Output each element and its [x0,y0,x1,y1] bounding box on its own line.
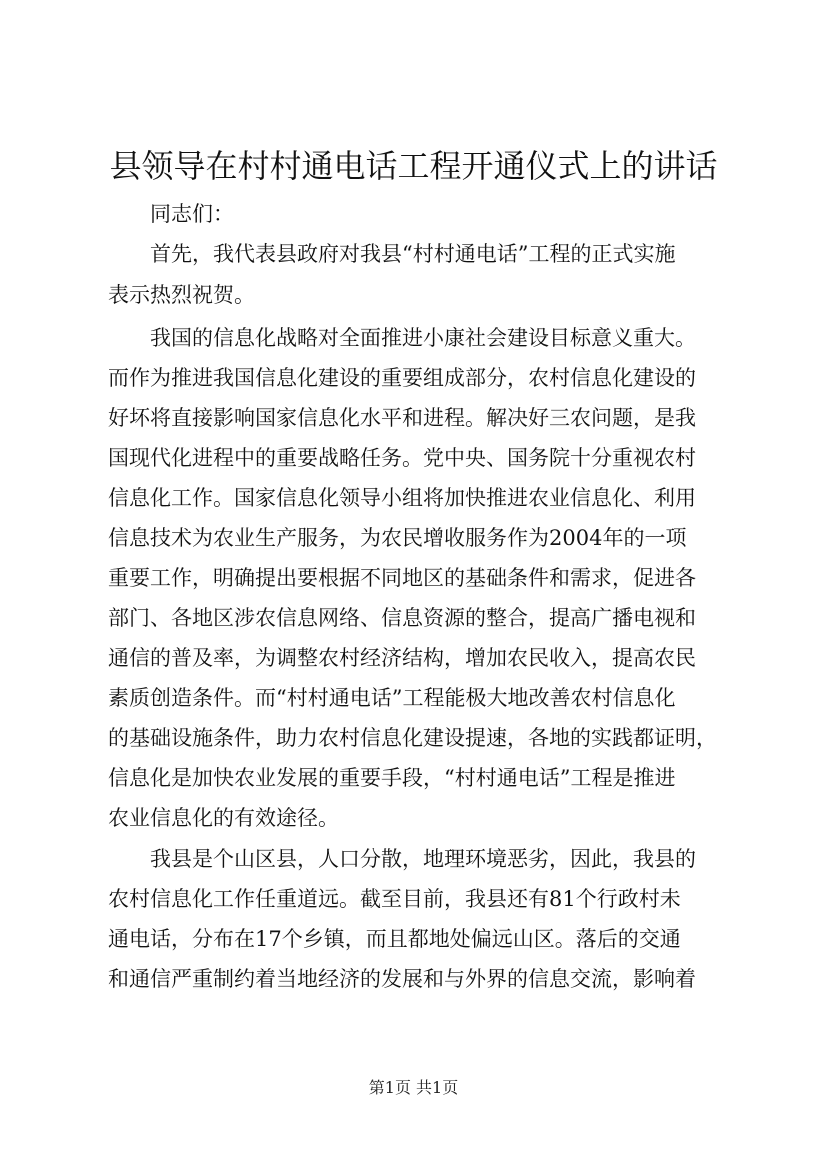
body-line: 我县是个山区县，人口分散，地理环境恶劣，因此，我县的 [108,847,696,871]
page-number-footer: 第1页 共1页 [368,1078,459,1097]
body-line: 通信的普及率，为调整农村经济结构，增加农民收入，提高农民 [108,646,696,670]
body-line: 国现代化进程中的重要战略任务。党中央、国务院十分重视农村 [108,446,696,470]
body-line: 同志们： [108,202,234,226]
body-line: 通电话，分布在17个乡镇，而且都地处偏远山区。落后的交通 [108,927,681,951]
body-line: 表示热烈祝贺。 [108,283,255,307]
body-line: 我国的信息化战略对全面推进小康社会建设目标意义重大。 [108,326,696,350]
body-line: 素质创造条件。而“村村通电话”工程能极大地改善农村信息化 [108,686,676,710]
body-line: 好坏将直接影响国家信息化水平和进程。解决好三农问题，是我 [108,406,696,430]
body-line: 和通信严重制约着当地经济的发展和与外界的信息交流，影响着 [108,967,696,991]
body-line: 而作为推进我国信息化建设的重要组成部分，农村信息化建设的 [108,366,696,390]
body-line: 信息化是加快农业发展的重要手段，“村村通电话”工程是推进 [108,766,676,790]
body-line: 农村信息化工作任重道远。截至目前，我县还有81个行政村未 [108,887,681,911]
body-line: 信息技术为农业生产服务，为农民增收服务作为2004年的一项 [108,526,687,550]
body-line: 农业信息化的有效途径。 [108,806,339,830]
body-line: 的基础设施条件，助力农村信息化建设提速，各地的实践都证明， [108,726,717,750]
document-title: 县领导在村村通电话工程开通仪式上的讲话 [109,147,718,185]
body-line: 首先，我代表县政府对我县“村村通电话”工程的正式实施 [108,242,676,266]
body-line: 部门、各地区涉农信息网络、信息资源的整合，提高广播电视和 [108,606,696,630]
body-line: 重要工作，明确提出要根据不同地区的基础条件和需求，促进各 [108,566,696,590]
body-line: 信息化工作。国家信息化领导小组将加快推进农业信息化、利用 [108,486,696,510]
